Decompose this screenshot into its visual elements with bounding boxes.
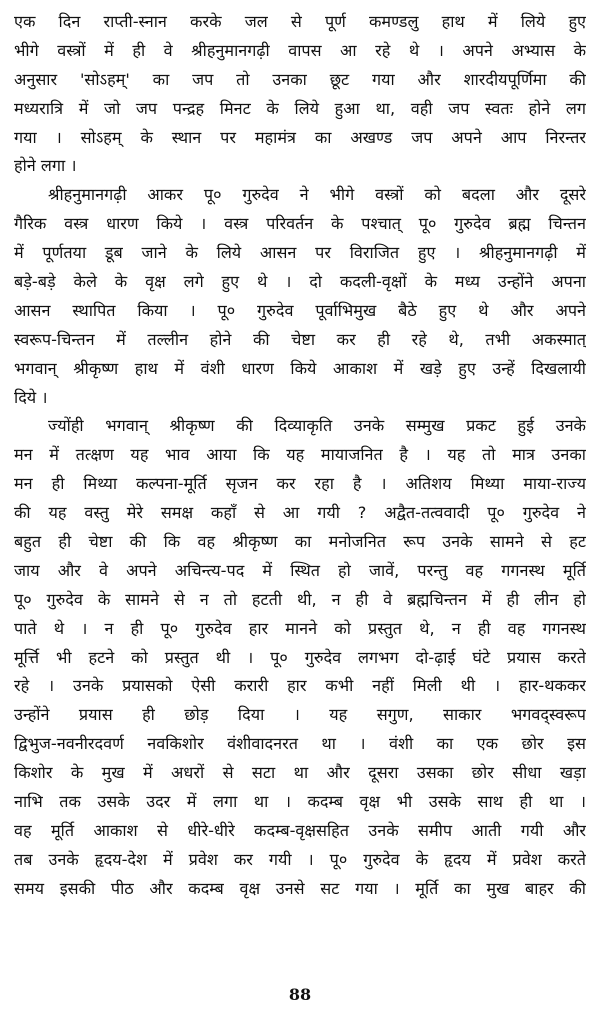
text-line: मन ही मिथ्या कल्पना-मूर्ति सृजन कर रहा है । अतिशय मिथ्या माया-राज्य — [14, 474, 586, 494]
text-line: एक दिन राप्ती-स्नान करके जल से पूर्ण कमण्डलु हाथ में लिये हुए — [14, 12, 586, 31]
text-line: पू० गुरुदेव के सामने से न तो हटती थी, न ही वे ब्रह्मचिन्तन में ही लीन हो — [14, 589, 586, 609]
text-line: भगवान् श्रीकृष्ण हाथ में वंशी धारण किये आकाश में खड़े हुए उन्हें दिखलायी — [14, 358, 586, 378]
text-line: उन्होंने प्रयास ही छोड़ दिया । यह सगुण, साकार भगवद्स्वरूप — [14, 705, 586, 725]
paragraph-2 — [14, 181, 586, 412]
text-line: रहे । उनके प्रयासको ऐसी करारी हार कभी नहीं मिली थी । हार-थककर — [14, 676, 586, 696]
paragraph-3 — [14, 412, 586, 903]
text-line: बड़े-बड़े केले के वृक्ष लगे हुए थे । दो कदली-वृक्षों के मध्य उन्होंने अपना — [14, 272, 586, 292]
text-line: भीगे वस्त्रों में ही वे श्रीहनुमानगढ़ी वापस आ रहे थे । अपने अभ्यास के — [14, 40, 586, 60]
text-line: श्रीहनुमानगढ़ी आकर पू० गुरुदेव ने भीगे वस्त्रों को बदला और दूसरे — [48, 185, 586, 205]
page-number: 88 — [288, 985, 312, 1004]
text-line: अनुसार 'सोऽहम्' का जप तो उनका छूट गया और शारदीयपूर्णिमा की — [14, 69, 586, 89]
text-line: मन में तत्क्षण यह भाव आया कि यह मायाजनित है । यह तो मात्र उनका — [14, 445, 586, 465]
text-line: पाते थे । न ही पू० गुरुदेव हार मानने को प्रस्तुत थे, न ही वह गगनस्थ — [14, 618, 586, 638]
text-line: गया । सोऽहम् के स्थान पर महामंत्र का अखण्ड जप अपने आप निरन्तर — [14, 127, 586, 147]
text-line: होने लगा । — [14, 156, 77, 176]
text-line: किशोर के मुख में अधरों से सटा था और दूसरा उसका छोर सीधा खड़ा — [14, 763, 586, 783]
text-line: गैरिक वस्त्र धारण किये । वस्त्र परिवर्तन के पश्चात् पू० गुरुदेव ब्रह्म चिन्तन — [14, 214, 586, 234]
text-line: तब उनके हृदय-देश में प्रवेश कर गयी । पू० गुरुदेव के हृदय में प्रवेश करते — [14, 849, 586, 869]
text-line: स्वरूप-चिन्तन में तल्लीन होने की चेष्टा कर ही रहे थे, तभी अकस्मात् — [14, 329, 586, 349]
text-line: नाभि तक उसके उदर में लगा था । कदम्ब वृक्ष भी उसके साथ ही था । — [14, 792, 586, 812]
text-line: द्विभुज-नवनीरदवर्ण नवकिशोर वंशीवादनरत था । वंशी का एक छोर इस — [14, 734, 586, 754]
text-line: मूर्त्ति भी हटने को प्रस्तुत थी । पू० गुरुदेव लगभग दो-ढ़ाई घंटे प्रयास करते — [14, 647, 586, 667]
text-line: ज्योंही भगवान् श्रीकृष्ण की दिव्याकृति उनके सम्मुख प्रकट हुई उनके — [48, 416, 586, 436]
text-line: वह मूर्ति आकाश से धीरे-धीरे कदम्ब-वृक्षसहित उनके समीप आती गयी और — [14, 820, 586, 840]
text-line: की यह वस्तु मेरे समक्ष कहाँ से आ गयी ? अद्वैत-तत्ववादी पू० गुरुदेव ने — [14, 503, 586, 523]
text-line: बहुत ही चेष्टा की कि वह श्रीकृष्ण का मनोजनित रूप उनके सामने से हट — [14, 532, 586, 552]
text-line: मध्यरात्रि में जो जप पन्द्रह मिनट के लिये हुआ था, वही जप स्वतः होने लग — [14, 98, 586, 118]
paragraph-1 — [14, 8, 586, 181]
text-line: जाय और वे अपने अचिन्त्य-पद में स्थित हो जावें, परन्तु वह गगनस्थ मूर्ति — [14, 560, 586, 580]
text-line: में पूर्णतया डूब जाने के लिये आसन पर विराजित हुए । श्रीहनुमानगढ़ी में — [14, 243, 586, 263]
text-line: आसन स्थापित किया । पू० गुरुदेव पूर्वाभिमुख बैठे हुए थे और अपने — [14, 300, 586, 320]
text-line: दिये । — [14, 387, 48, 407]
text-line: समय इसकी पीठ और कदम्ब वृक्ष उनसे सट गया । मूर्ति का मुख बाहर की — [14, 878, 586, 898]
